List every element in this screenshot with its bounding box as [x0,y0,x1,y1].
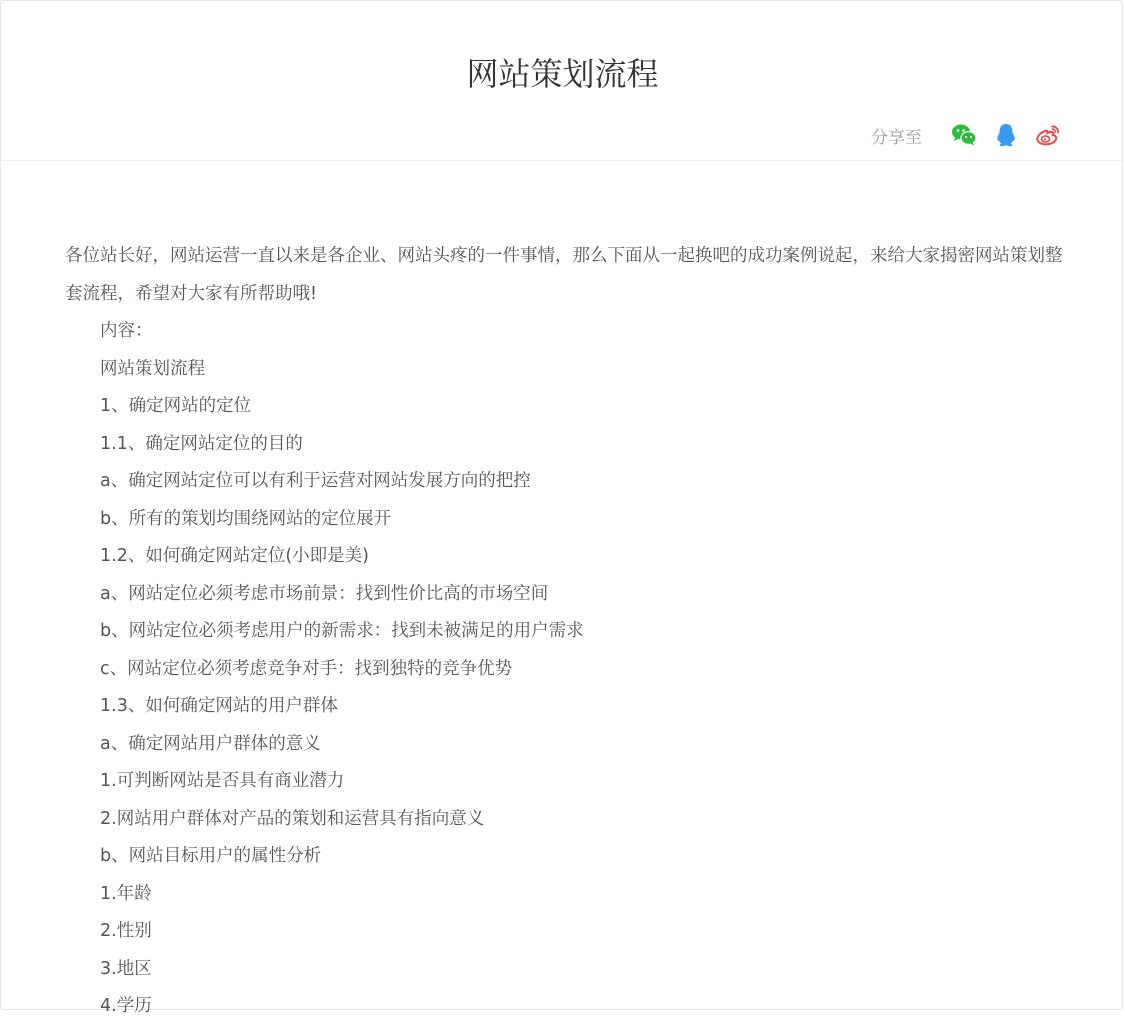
list-item: 1.2、如何确定网站定位(小即是美) [100,546,369,566]
list-item: 内容： [100,321,153,341]
wechat-icon[interactable] [950,121,978,149]
list-item: 1、确定网站的定位 [100,396,252,416]
list-item: 1.3、如何确定网站的用户群体 [100,696,338,716]
list-item: 2.性别 [100,921,152,941]
list-item: c、网站定位必须考虑竞争对手：找到独特的竞争优势 [100,658,513,679]
list-item: 1.1、确定网站定位的目的 [100,433,303,454]
article-body [65,237,1065,1026]
article-header [1,1,1124,161]
share-label: 分享至 [871,127,922,148]
list-item: b、网站定位必须考虑用户的新需求：找到未被满足的用户需求 [100,621,584,641]
list-item: 网站策划流程 [100,358,205,379]
list-item: 1.年龄 [100,883,152,904]
list-item: a、网站定位必须考虑市场前景：找到性价比高的市场空间 [100,583,549,604]
list-item: b、所有的策划均围绕网站的定位展开 [100,508,392,529]
list-item: 4.学历 [100,996,152,1016]
content-list [65,313,1065,1026]
list-item: 3.地区 [100,958,152,979]
list-item: 1.可判断网站是否具有商业潜力 [100,771,345,791]
list-item: a、确定网站定位可以有利于运营对网站发展方向的把控 [100,471,531,491]
intro-paragraph: 各位站长好，网站运营一直以来是各企业、网站头疼的一件事情，那么下面从一起换吧的成功案例说起，来给大家揭密网站策划整套流程，希望对大家有所帮助哦! [65,246,1063,304]
qq-icon[interactable] [992,121,1020,149]
list-item: a、确定网站用户群体的意义 [100,733,321,754]
share-bar [871,119,1062,151]
list-item: b、网站目标用户的属性分析 [100,846,322,866]
weibo-icon[interactable] [1034,121,1062,149]
page-title: 网站策划流程 [466,55,659,93]
list-item: 2.网站用户群体对产品的策划和运营具有指向意义 [100,808,485,829]
